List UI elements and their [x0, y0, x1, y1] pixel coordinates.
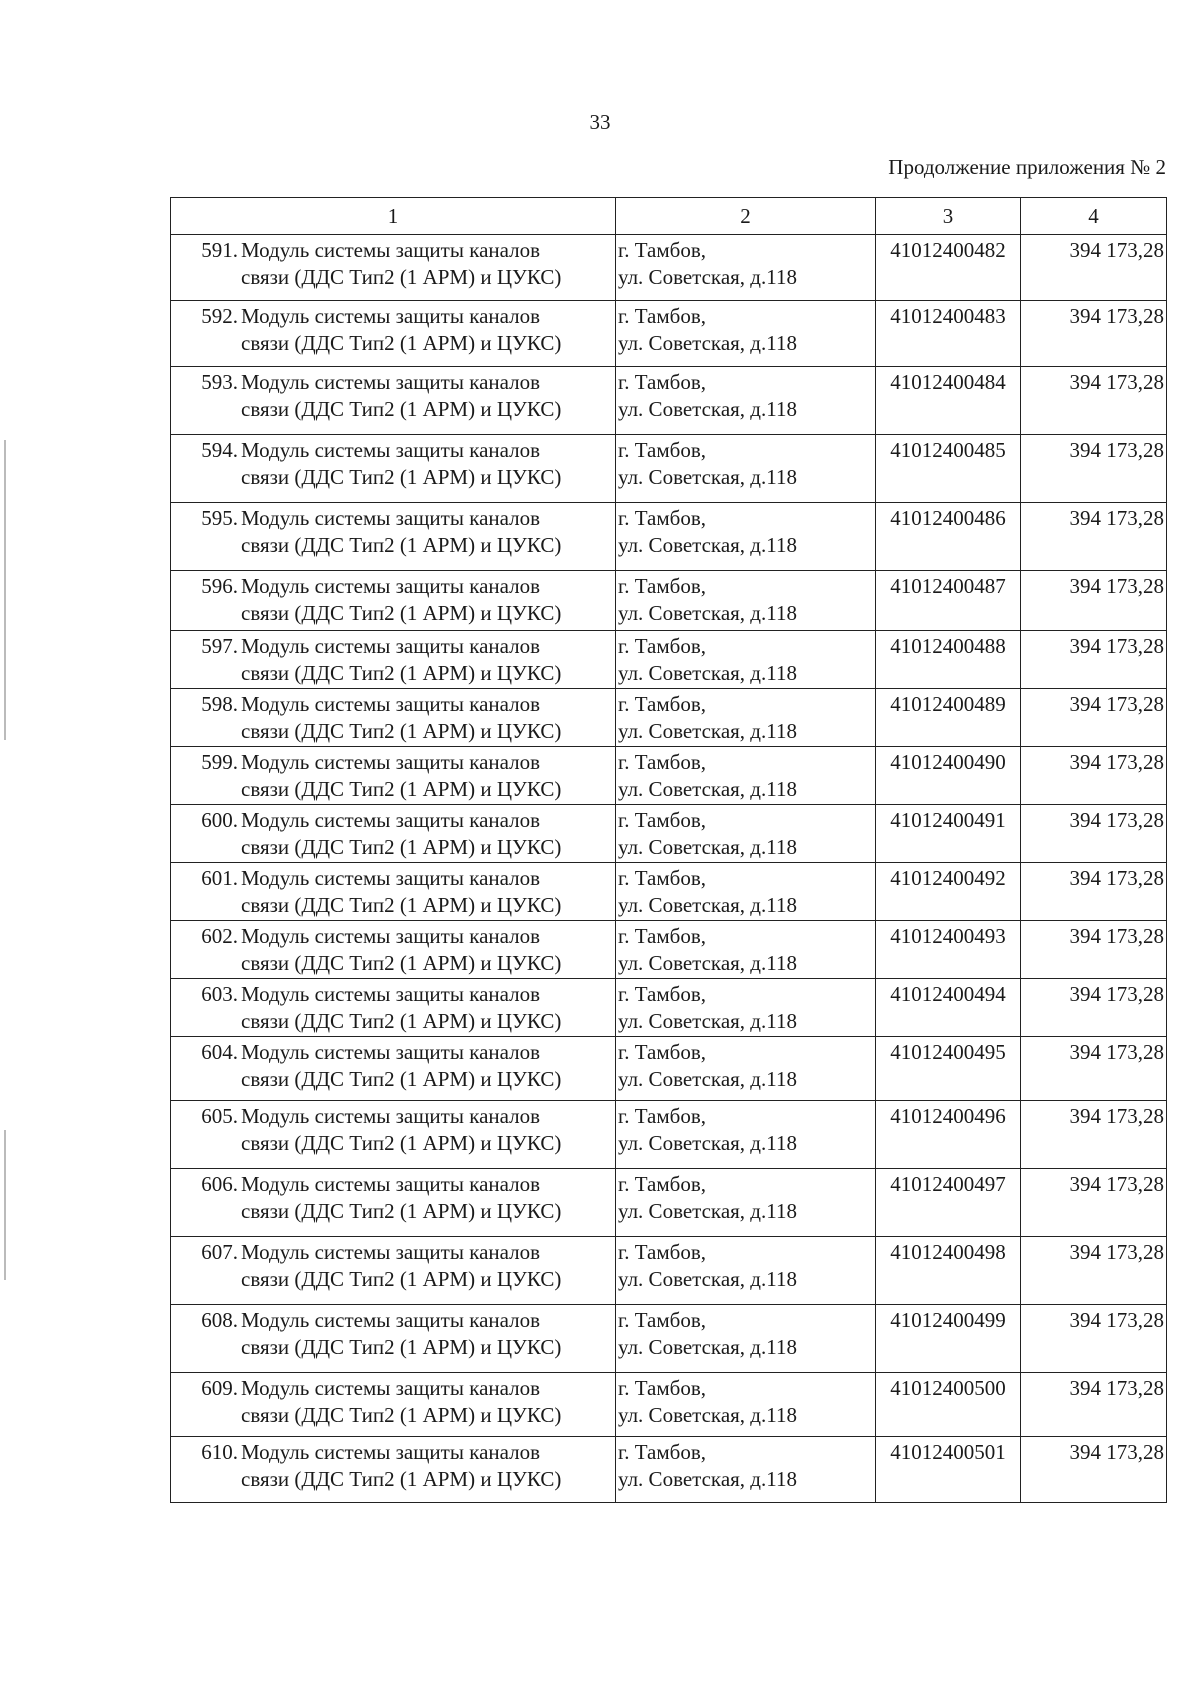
address-cell — [616, 301, 876, 367]
address-cell — [616, 979, 876, 1037]
item-name-line-2: связи (ДДС Тип2 (1 АРМ) и ЦУКС) — [241, 893, 562, 917]
address-cell — [616, 571, 876, 631]
cost-value: 394 173,28 — [1069, 238, 1164, 262]
item-number: 603. — [201, 982, 238, 1006]
inventory-number: 41012400489 — [890, 692, 1006, 716]
cost-value: 394 173,28 — [1069, 1240, 1164, 1264]
address-line-2: ул. Советская, д.118 — [618, 1199, 797, 1223]
inventory-number-cell — [876, 301, 1021, 367]
inventory-number-cell — [876, 1305, 1021, 1373]
item-name-cell — [171, 921, 616, 979]
item-name-cell — [171, 435, 616, 503]
address-cell — [616, 1101, 876, 1169]
item-number: 609. — [201, 1376, 238, 1400]
cost-value: 394 173,28 — [1069, 808, 1164, 832]
item-name-cell — [171, 1169, 616, 1237]
item-name-line-1: Модуль системы защиты каналов — [241, 1040, 541, 1064]
address-line-1: г. Тамбов, — [618, 1440, 707, 1464]
address-line-1: г. Тамбов, — [618, 692, 707, 716]
cost-cell — [1021, 571, 1167, 631]
address-cell — [616, 1373, 876, 1437]
item-name-line-1: Модуль системы защиты каналов — [241, 1240, 541, 1264]
address-line-2: ул. Советская, д.118 — [618, 331, 797, 355]
inventory-number-cell — [876, 571, 1021, 631]
item-number: 608. — [201, 1308, 238, 1332]
address-line-2: ул. Советская, д.118 — [618, 777, 797, 801]
item-number: 606. — [201, 1172, 238, 1196]
item-name-line-2: связи (ДДС Тип2 (1 АРМ) и ЦУКС) — [241, 331, 562, 355]
table-body — [171, 235, 1167, 1503]
inventory-number: 41012400493 — [890, 924, 1006, 948]
inventory-number-cell — [876, 863, 1021, 921]
inventory-number-cell — [876, 367, 1021, 435]
column-header-4: 4 — [1021, 198, 1167, 235]
item-name-line-1: Модуль системы защиты каналов — [241, 438, 541, 462]
table-row — [171, 921, 1167, 979]
item-number: 593. — [201, 370, 238, 394]
address-line-2: ул. Советская, д.118 — [618, 397, 797, 421]
cost-value: 394 173,28 — [1069, 866, 1164, 890]
table-row — [171, 805, 1167, 863]
item-name-line-1: Модуль системы защиты каналов — [241, 692, 541, 716]
inventory-number: 41012400501 — [890, 1440, 1006, 1464]
item-name-line-2: связи (ДДС Тип2 (1 АРМ) и ЦУКС) — [241, 1067, 562, 1091]
address-line-2: ул. Советская, д.118 — [618, 719, 797, 743]
cost-value: 394 173,28 — [1069, 574, 1164, 598]
item-name-cell — [171, 571, 616, 631]
inventory-number: 41012400488 — [890, 634, 1006, 658]
inventory-number: 41012400487 — [890, 574, 1006, 598]
item-number: 597. — [201, 634, 238, 658]
address-cell — [616, 367, 876, 435]
cost-cell — [1021, 863, 1167, 921]
cost-cell — [1021, 631, 1167, 689]
cost-value: 394 173,28 — [1069, 750, 1164, 774]
item-number: 602. — [201, 924, 238, 948]
item-name-line-2: связи (ДДС Тип2 (1 АРМ) и ЦУКС) — [241, 835, 562, 859]
cost-cell — [1021, 367, 1167, 435]
table-row — [171, 1169, 1167, 1237]
item-name-line-1: Модуль системы защиты каналов — [241, 866, 541, 890]
inventory-number: 41012400494 — [890, 982, 1006, 1006]
item-name-line-2: связи (ДДС Тип2 (1 АРМ) и ЦУКС) — [241, 1335, 562, 1359]
item-name-line-1: Модуль системы защиты каналов — [241, 924, 541, 948]
table-row — [171, 571, 1167, 631]
address-cell — [616, 1169, 876, 1237]
item-number: 596. — [201, 574, 238, 598]
inventory-number-cell — [876, 979, 1021, 1037]
inventory-number-cell — [876, 921, 1021, 979]
address-line-1: г. Тамбов, — [618, 438, 707, 462]
inventory-number: 41012400482 — [890, 238, 1006, 262]
cost-value: 394 173,28 — [1069, 924, 1164, 948]
table-row — [171, 1437, 1167, 1503]
inventory-number-cell — [876, 689, 1021, 747]
item-number: 591. — [201, 238, 238, 262]
item-name-cell — [171, 503, 616, 571]
address-line-2: ул. Советская, д.118 — [618, 951, 797, 975]
address-line-1: г. Тамбов, — [618, 750, 707, 774]
item-name-line-1: Модуль системы защиты каналов — [241, 1376, 541, 1400]
address-line-1: г. Тамбов, — [618, 924, 707, 948]
address-line-1: г. Тамбов, — [618, 866, 707, 890]
cost-cell — [1021, 1037, 1167, 1101]
address-line-1: г. Тамбов, — [618, 1376, 707, 1400]
address-cell — [616, 921, 876, 979]
cost-value: 394 173,28 — [1069, 692, 1164, 716]
cost-value: 394 173,28 — [1069, 370, 1164, 394]
item-name-cell — [171, 235, 616, 301]
table-row — [171, 1237, 1167, 1305]
cost-cell — [1021, 979, 1167, 1037]
inventory-number: 41012400490 — [890, 750, 1006, 774]
address-cell — [616, 1305, 876, 1373]
item-name-line-2: связи (ДДС Тип2 (1 АРМ) и ЦУКС) — [241, 951, 562, 975]
address-line-2: ул. Советская, д.118 — [618, 1009, 797, 1033]
item-name-line-2: связи (ДДС Тип2 (1 АРМ) и ЦУКС) — [241, 533, 562, 557]
item-name-cell — [171, 367, 616, 435]
item-name-line-1: Модуль системы защиты каналов — [241, 1308, 541, 1332]
cost-cell — [1021, 235, 1167, 301]
cost-value: 394 173,28 — [1069, 304, 1164, 328]
cost-cell — [1021, 1305, 1167, 1373]
address-line-2: ул. Советская, д.118 — [618, 1403, 797, 1427]
item-number: 594. — [201, 438, 238, 462]
item-number: 605. — [201, 1104, 238, 1128]
inventory-number-cell — [876, 747, 1021, 805]
address-line-2: ул. Советская, д.118 — [618, 465, 797, 489]
address-cell — [616, 503, 876, 571]
table-row — [171, 863, 1167, 921]
column-header-2: 2 — [616, 198, 876, 235]
cost-cell — [1021, 503, 1167, 571]
item-name-cell — [171, 631, 616, 689]
table-row — [171, 689, 1167, 747]
inventory-number-cell — [876, 435, 1021, 503]
item-name-line-2: связи (ДДС Тип2 (1 АРМ) и ЦУКС) — [241, 661, 562, 685]
address-cell — [616, 235, 876, 301]
address-line-2: ул. Советская, д.118 — [618, 533, 797, 557]
item-name-cell — [171, 863, 616, 921]
cost-cell — [1021, 1237, 1167, 1305]
item-name-line-1: Модуль системы защиты каналов — [241, 304, 541, 328]
inventory-number: 41012400500 — [890, 1376, 1006, 1400]
address-cell — [616, 435, 876, 503]
item-name-line-2: связи (ДДС Тип2 (1 АРМ) и ЦУКС) — [241, 1467, 562, 1491]
cost-cell — [1021, 1373, 1167, 1437]
appendix-continuation-label: Продолжение приложения № 2 — [888, 155, 1166, 179]
table-header-row — [171, 198, 1167, 235]
address-line-2: ул. Советская, д.118 — [618, 601, 797, 625]
item-name-line-2: связи (ДДС Тип2 (1 АРМ) и ЦУКС) — [241, 465, 562, 489]
table-row — [171, 1037, 1167, 1101]
item-number: 600. — [201, 808, 238, 832]
item-name-line-1: Модуль системы защиты каналов — [241, 750, 541, 774]
address-line-1: г. Тамбов, — [618, 1172, 707, 1196]
item-name-line-1: Модуль системы защиты каналов — [241, 574, 541, 598]
item-number: 601. — [201, 866, 238, 890]
item-name-line-2: связи (ДДС Тип2 (1 АРМ) и ЦУКС) — [241, 777, 562, 801]
item-name-line-1: Модуль системы защиты каналов — [241, 1104, 541, 1128]
cost-value: 394 173,28 — [1069, 634, 1164, 658]
address-line-2: ул. Советская, д.118 — [618, 1131, 797, 1155]
item-name-line-2: связи (ДДС Тип2 (1 АРМ) и ЦУКС) — [241, 265, 562, 289]
address-line-2: ул. Советская, д.118 — [618, 1267, 797, 1291]
address-line-1: г. Тамбов, — [618, 808, 707, 832]
column-header-3: 3 — [876, 198, 1021, 235]
item-name-cell — [171, 979, 616, 1037]
property-table — [170, 197, 1167, 1503]
item-number: 592. — [201, 304, 238, 328]
item-name-cell — [171, 747, 616, 805]
item-number: 604. — [201, 1040, 238, 1064]
cost-value: 394 173,28 — [1069, 982, 1164, 1006]
address-line-2: ул. Советская, д.118 — [618, 661, 797, 685]
item-name-line-1: Модуль системы защиты каналов — [241, 634, 541, 658]
item-name-cell — [171, 1305, 616, 1373]
inventory-number: 41012400483 — [890, 304, 1006, 328]
table-row — [171, 747, 1167, 805]
item-name-cell — [171, 301, 616, 367]
cost-cell — [1021, 435, 1167, 503]
page-number: 33 — [589, 110, 611, 134]
address-line-1: г. Тамбов, — [618, 574, 707, 598]
cost-cell — [1021, 747, 1167, 805]
item-number: 595. — [201, 506, 238, 530]
address-line-1: г. Тамбов, — [618, 1240, 707, 1264]
inventory-number-cell — [876, 1237, 1021, 1305]
inventory-number-cell — [876, 1437, 1021, 1503]
address-line-1: г. Тамбов, — [618, 1040, 707, 1064]
inventory-number-cell — [876, 235, 1021, 301]
item-name-cell — [171, 805, 616, 863]
address-line-2: ул. Советская, д.118 — [618, 1335, 797, 1359]
item-name-line-2: связи (ДДС Тип2 (1 АРМ) и ЦУКС) — [241, 719, 562, 743]
inventory-number: 41012400485 — [890, 438, 1006, 462]
item-number: 598. — [201, 692, 238, 716]
cost-value: 394 173,28 — [1069, 1172, 1164, 1196]
item-name-line-1: Модуль системы защиты каналов — [241, 982, 541, 1006]
cost-value: 394 173,28 — [1069, 1440, 1164, 1464]
item-name-cell — [171, 1237, 616, 1305]
inventory-number: 41012400486 — [890, 506, 1006, 530]
table-row — [171, 503, 1167, 571]
inventory-number-cell — [876, 631, 1021, 689]
address-line-1: г. Тамбов, — [618, 1308, 707, 1332]
cost-cell — [1021, 1101, 1167, 1169]
table-row — [171, 367, 1167, 435]
item-name-line-1: Модуль системы защиты каналов — [241, 370, 541, 394]
address-line-1: г. Тамбов, — [618, 304, 707, 328]
item-name-line-1: Модуль системы защиты каналов — [241, 1440, 541, 1464]
address-line-2: ул. Советская, д.118 — [618, 265, 797, 289]
item-name-cell — [171, 1437, 616, 1503]
item-name-line-1: Модуль системы защиты каналов — [241, 808, 541, 832]
inventory-number: 41012400491 — [890, 808, 1006, 832]
address-cell — [616, 1237, 876, 1305]
table-row — [171, 1305, 1167, 1373]
address-cell — [616, 631, 876, 689]
inventory-number: 41012400496 — [890, 1104, 1006, 1128]
item-number: 599. — [201, 750, 238, 774]
item-name-cell — [171, 1037, 616, 1101]
cost-cell — [1021, 301, 1167, 367]
inventory-number-cell — [876, 503, 1021, 571]
item-name-line-2: связи (ДДС Тип2 (1 АРМ) и ЦУКС) — [241, 1267, 562, 1291]
cost-value: 394 173,28 — [1069, 1376, 1164, 1400]
item-name-cell — [171, 689, 616, 747]
column-header-1: 1 — [171, 198, 616, 235]
address-line-1: г. Тамбов, — [618, 238, 707, 262]
inventory-number: 41012400497 — [890, 1172, 1006, 1196]
address-cell — [616, 747, 876, 805]
item-name-cell — [171, 1101, 616, 1169]
address-cell — [616, 1437, 876, 1503]
item-name-line-2: связи (ДДС Тип2 (1 АРМ) и ЦУКС) — [241, 1199, 562, 1223]
cost-cell — [1021, 805, 1167, 863]
inventory-number: 41012400495 — [890, 1040, 1006, 1064]
item-name-line-2: связи (ДДС Тип2 (1 АРМ) и ЦУКС) — [241, 397, 562, 421]
address-line-2: ул. Советская, д.118 — [618, 1467, 797, 1491]
scan-artifact — [4, 440, 6, 740]
item-name-line-2: связи (ДДС Тип2 (1 АРМ) и ЦУКС) — [241, 1403, 562, 1427]
cost-cell — [1021, 1437, 1167, 1503]
address-line-1: г. Тамбов, — [618, 370, 707, 394]
table-row — [171, 1373, 1167, 1437]
inventory-number: 41012400498 — [890, 1240, 1006, 1264]
address-line-1: г. Тамбов, — [618, 1104, 707, 1128]
item-name-line-1: Модуль системы защиты каналов — [241, 1172, 541, 1196]
address-line-1: г. Тамбов, — [618, 982, 707, 1006]
table-row — [171, 979, 1167, 1037]
address-line-1: г. Тамбов, — [618, 634, 707, 658]
cost-cell — [1021, 1169, 1167, 1237]
table-row — [171, 301, 1167, 367]
address-line-2: ул. Советская, д.118 — [618, 893, 797, 917]
cost-value: 394 173,28 — [1069, 1308, 1164, 1332]
cost-value: 394 173,28 — [1069, 1040, 1164, 1064]
address-line-2: ул. Советская, д.118 — [618, 835, 797, 859]
cost-value: 394 173,28 — [1069, 506, 1164, 530]
item-name-line-2: связи (ДДС Тип2 (1 АРМ) и ЦУКС) — [241, 1131, 562, 1155]
item-name-line-1: Модуль системы защиты каналов — [241, 238, 541, 262]
address-cell — [616, 1037, 876, 1101]
table-row — [171, 1101, 1167, 1169]
scan-artifact — [4, 1130, 6, 1280]
table-row — [171, 235, 1167, 301]
cost-cell — [1021, 921, 1167, 979]
inventory-number: 41012400484 — [890, 370, 1006, 394]
address-cell — [616, 689, 876, 747]
inventory-number: 41012400492 — [890, 866, 1006, 890]
inventory-number-cell — [876, 1037, 1021, 1101]
inventory-number-cell — [876, 1169, 1021, 1237]
table-row — [171, 435, 1167, 503]
item-number: 607. — [201, 1240, 238, 1264]
cost-cell — [1021, 689, 1167, 747]
item-name-line-2: связи (ДДС Тип2 (1 АРМ) и ЦУКС) — [241, 601, 562, 625]
item-name-line-1: Модуль системы защиты каналов — [241, 506, 541, 530]
inventory-number-cell — [876, 1101, 1021, 1169]
item-number: 610. — [201, 1440, 238, 1464]
item-name-cell — [171, 1373, 616, 1437]
address-cell — [616, 805, 876, 863]
cost-value: 394 173,28 — [1069, 438, 1164, 462]
address-line-2: ул. Советская, д.118 — [618, 1067, 797, 1091]
inventory-number-cell — [876, 805, 1021, 863]
cost-value: 394 173,28 — [1069, 1104, 1164, 1128]
inventory-number: 41012400499 — [890, 1308, 1006, 1332]
address-line-1: г. Тамбов, — [618, 506, 707, 530]
address-cell — [616, 863, 876, 921]
inventory-number-cell — [876, 1373, 1021, 1437]
table-row — [171, 631, 1167, 689]
item-name-line-2: связи (ДДС Тип2 (1 АРМ) и ЦУКС) — [241, 1009, 562, 1033]
